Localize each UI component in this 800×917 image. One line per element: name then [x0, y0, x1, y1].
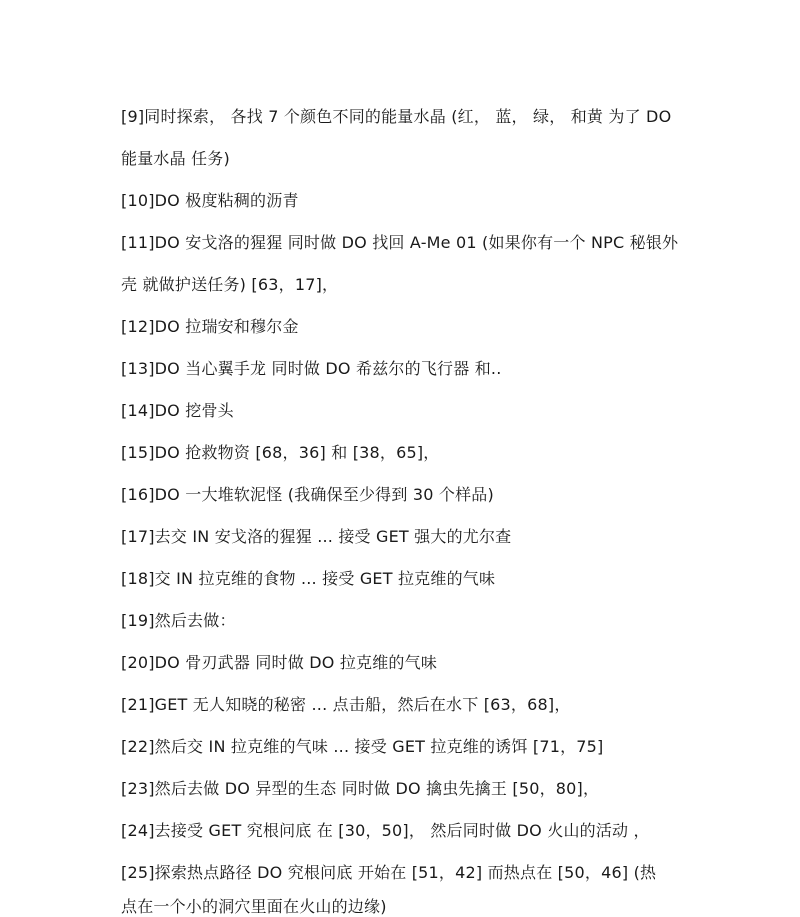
text-line: [21]GET 无人知晓的秘密 ... 点击船，然后在水下 [63，68]， — [121, 695, 571, 714]
text-line: 能量水晶 任务) — [121, 149, 230, 168]
text-line: [14]DO 挖骨头 — [121, 401, 234, 420]
text-line: [11]DO 安戈洛的猩猩 同时做 DO 找回 A-Me 01 (如果你有一个 NPC 秘银外 — [121, 233, 679, 252]
text-line: [10]DO 极度粘稠的沥青 — [121, 191, 299, 210]
text-line: [13]DO 当心翼手龙 同时做 DO 希兹尔的飞行器 和.. — [121, 359, 502, 378]
text-line: [24]去接受 GET 究根问底 在 [30，50]， 然后同时做 DO 火山的活动 ， — [121, 821, 650, 840]
text-line: 点在一个小的洞穴里面在火山的边缘) — [121, 897, 387, 916]
text-line: [18]交 IN 拉克维的食物 ... 接受 GET 拉克维的气味 — [121, 569, 496, 588]
text-line: [19]然后去做： — [121, 611, 236, 630]
text-line: [23]然后去做 DO 异型的生态 同时做 DO 擒虫先擒王 [50，80]， — [121, 779, 600, 798]
text-line: [15]DO 抢救物资 [68，36] 和 [38，65]， — [121, 443, 440, 462]
text-line: [9]同时探索， 各找 7 个颜色不同的能量水晶 (红， 蓝， 绿， 和黄 为了 DO — [121, 107, 672, 126]
text-line: [22]然后交 IN 拉克维的气味 ... 接受 GET 拉克维的诱饵 [71，75] — [121, 737, 604, 756]
text-line: 壳 就做护送任务) [63，17]， — [121, 275, 339, 294]
text-line: [17]去交 IN 安戈洛的猩猩 ... 接受 GET 强大的尤尔查 — [121, 527, 512, 546]
text-line: [20]DO 骨刃武器 同时做 DO 拉克维的气味 — [121, 653, 438, 672]
text-line: [16]DO 一大堆软泥怪 (我确保至少得到 30 个样品) — [121, 485, 494, 504]
text-line: [12]DO 拉瑞安和穆尔金 — [121, 317, 299, 336]
text-line: [25]探索热点路径 DO 究根问底 开始在 [51，42] 而热点在 [50，46] (热 — [121, 863, 657, 882]
